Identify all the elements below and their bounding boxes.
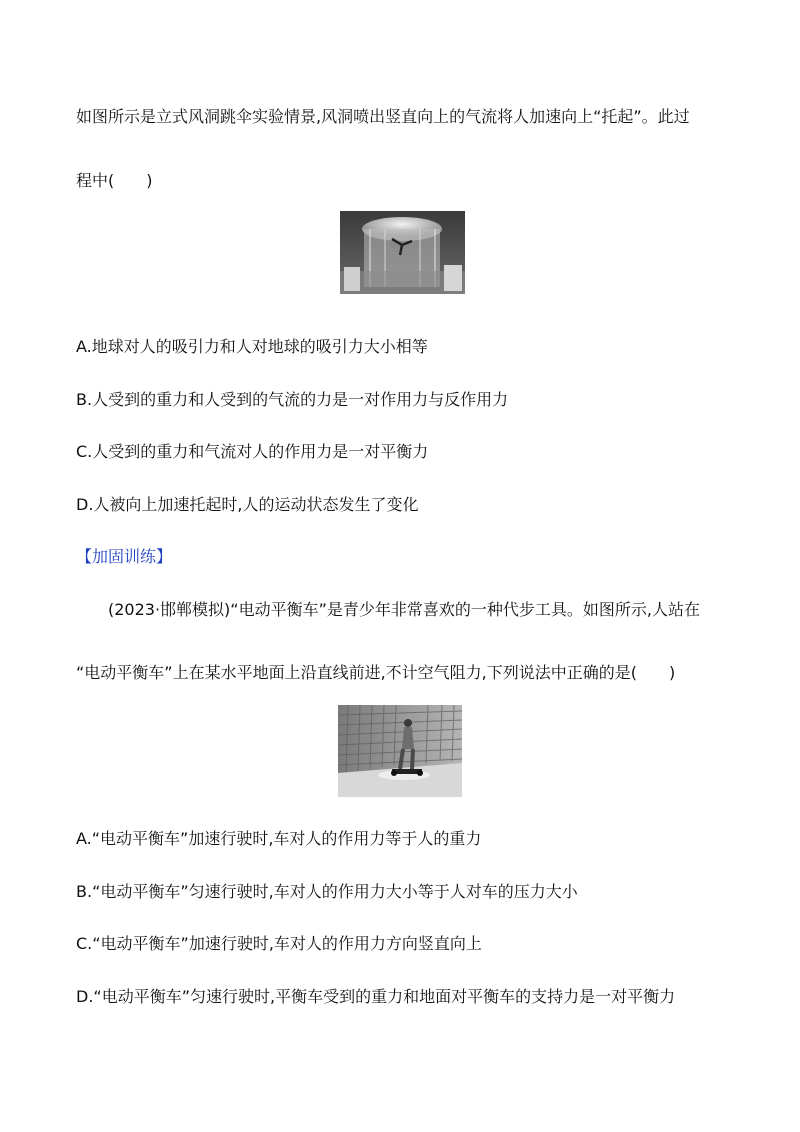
question1-option-b: B.人受到的重力和人受到的气流的力是一对作用力与反作用力 xyxy=(76,390,509,409)
question1-stem-line1: 如图所示是立式风洞跳伞实验情景,风洞喷出竖直向上的气流将人加速向上“托起”。此过 xyxy=(76,107,690,126)
question2-option-c: C.“电动平衡车”加速行驶时,车对人的作用力方向竖直向上 xyxy=(76,934,482,953)
question1-stem-line2: 程中( ) xyxy=(76,171,153,190)
question1-option-a: A.地球对人的吸引力和人对地球的吸引力大小相等 xyxy=(76,337,428,356)
section-heading: 【加固训练】 xyxy=(76,547,173,566)
question1-option-c: C.人受到的重力和气流对人的作用力是一对平衡力 xyxy=(76,442,429,461)
question2-stem-line2: “电动平衡车”上在某水平地面上沿直线前进,不计空气阻力,下列说法中正确的是( ) xyxy=(76,663,676,682)
question2-stem-line1: (2023·邯郸模拟)“电动平衡车”是青少年非常喜欢的一种代步工具。如图所示,人站在 xyxy=(108,600,700,619)
wind-tunnel-photo xyxy=(340,211,465,294)
question2-option-a: A.“电动平衡车”加速行驶时,车对人的作用力等于人的重力 xyxy=(76,829,482,848)
question2-option-d: D.“电动平衡车”匀速行驶时,平衡车受到的重力和地面对平衡车的支持力是一对平衡力 xyxy=(76,987,676,1006)
balance-scooter-photo xyxy=(338,705,462,797)
question2-option-b: B.“电动平衡车”匀速行驶时,车对人的作用力大小等于人对车的压力大小 xyxy=(76,882,578,901)
question1-option-d: D.人被向上加速托起时,人的运动状态发生了变化 xyxy=(76,495,419,514)
